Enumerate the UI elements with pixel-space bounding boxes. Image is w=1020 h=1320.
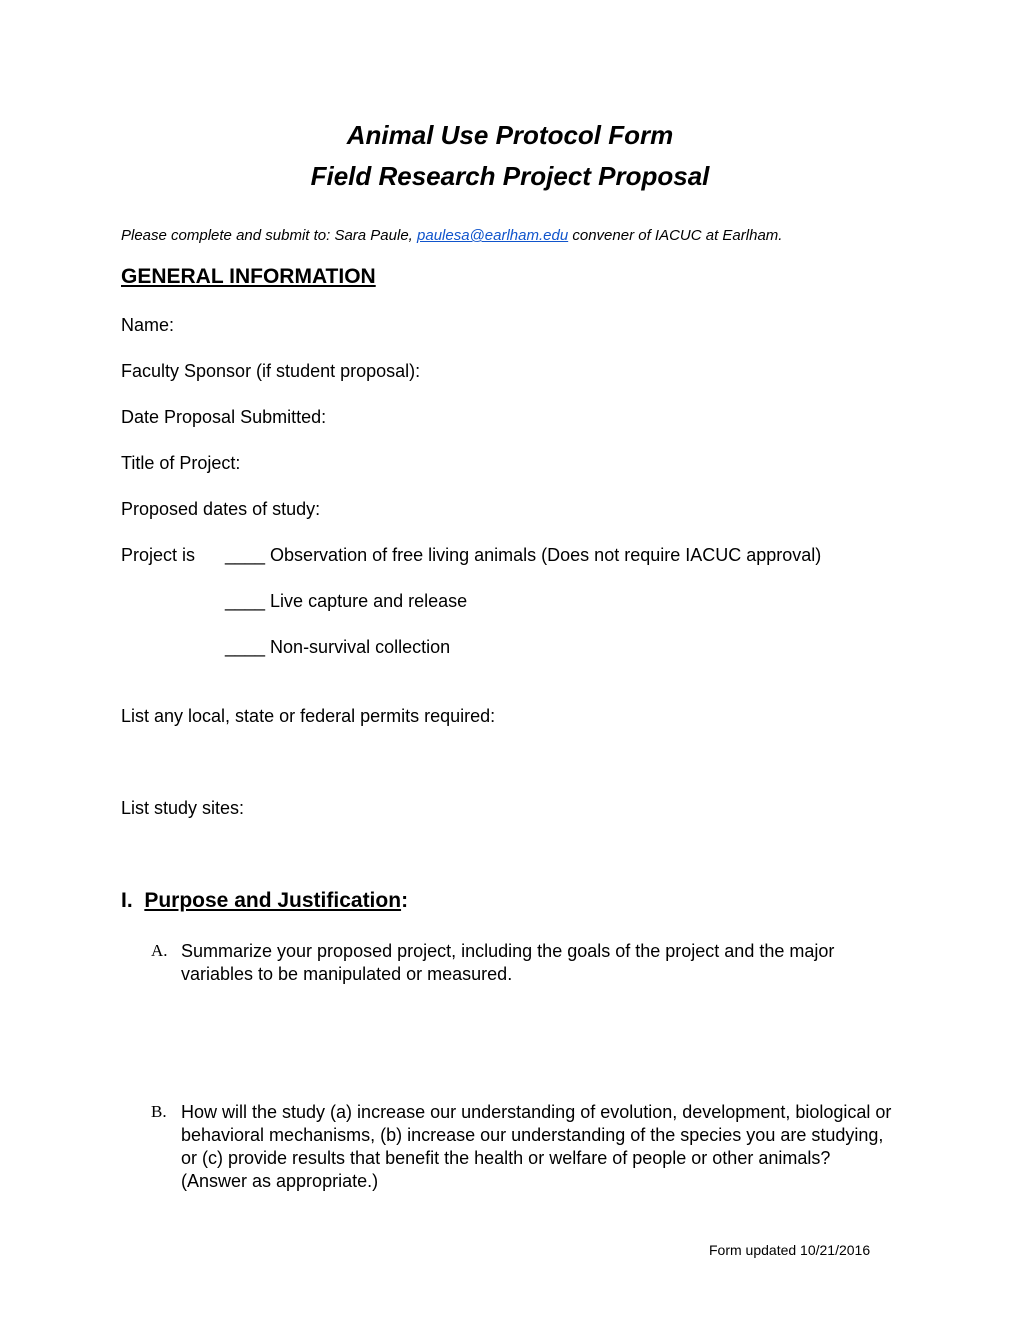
option-non-survival: ____ Non-survival collection bbox=[225, 637, 451, 657]
project-title-label: Title of Project: bbox=[121, 453, 241, 473]
submission-note-suffix: convener of IACUC at Earlham. bbox=[568, 227, 783, 244]
option-observation: ____ Observation of free living animals (Does not require IACUC approval) bbox=[225, 545, 822, 565]
item-a-text: Summarize your proposed project, including the goals of the project and the major variables to be manipulated or measured. bbox=[181, 941, 835, 984]
project-type-label: Project is bbox=[121, 545, 196, 565]
option-live-capture: ____ Live capture and release bbox=[225, 591, 468, 611]
permits-label: List any local, state or federal permits required: bbox=[121, 706, 496, 726]
item-b-text: How will the study (a) increase our understanding of evolution, development, biological or behavioral mechanisms, (b) increase our understanding of the species you are studying, or (c) provide results that benefit the health or welfare of people or other animals? (Answer as appropriate.) bbox=[181, 1102, 892, 1191]
section-one-heading bbox=[121, 889, 408, 913]
general-information-heading: GENERAL INFORMATION bbox=[121, 265, 376, 288]
study-sites-label: List study sites: bbox=[121, 798, 245, 818]
proposed-dates-label: Proposed dates of study: bbox=[121, 499, 321, 519]
item-a-letter: A. bbox=[151, 941, 168, 960]
submission-note-prefix: Please complete and submit to: Sara Paule, bbox=[121, 227, 418, 244]
email-link[interactable]: paulesa@earlham.edu bbox=[417, 227, 569, 244]
faculty-sponsor-label: Faculty Sponsor (if student proposal): bbox=[121, 361, 421, 381]
date-submitted-label: Date Proposal Submitted: bbox=[121, 407, 327, 427]
submission-note bbox=[121, 227, 782, 244]
form-subtitle: Field Research Project Proposal bbox=[310, 161, 710, 191]
section-one-colon: : bbox=[401, 889, 409, 912]
form-title: Animal Use Protocol Form bbox=[346, 120, 674, 150]
name-field-label: Name: bbox=[121, 315, 175, 335]
item-b-letter: B. bbox=[151, 1102, 167, 1121]
section-one-number: I. bbox=[121, 889, 133, 912]
form-updated-date: Form updated 10/21/2016 bbox=[709, 1242, 871, 1258]
section-one-title: Purpose and Justification bbox=[144, 889, 402, 912]
